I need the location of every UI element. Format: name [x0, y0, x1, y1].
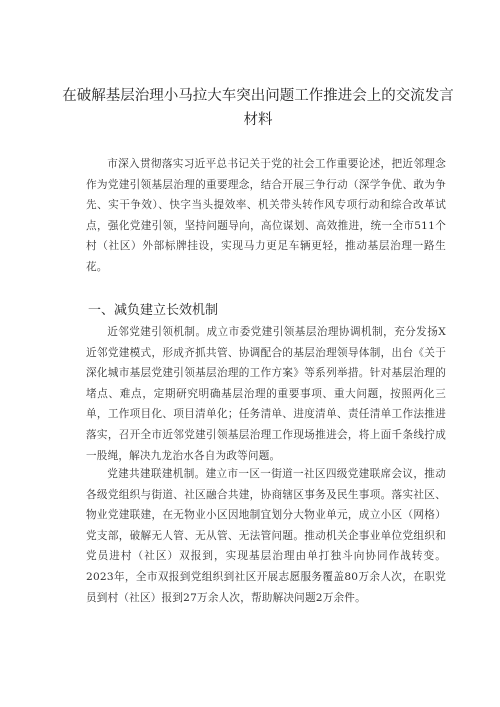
- section-paragraph-2: 党建共建联建机制。建立市一区一街道一社区四级党建联席会议，推动各级党组织与街道、社区融合共建，协商辖区事务及民生事项。落实社区、物业党建联建，在无物业小区因地制宜划分大物业单元，成立小区（网格）党支部，破解无人管、无从管、无法管问题。推动机关企事业单位党组织和党员进村（社区）双报到，实现基层治理由单打独斗向协同作战转变。2023年，全市双报到党组织到社区开展志愿服务覆盖80万余人次，在职党员到村（社区）报到27万余人次，帮助解决问题2万余件。: [86, 468, 446, 604]
- section-heading: 一、减负建立长效机制: [88, 303, 219, 318]
- intro-paragraph: 市深入贯彻落实习近平总书记关于党的社会工作重要论述，把近邻理念作为党建引领基层治理的重要理念，结合开展三争行动（深学争优、敢为争先、实干争效）、快字当头提效率、机关带头转作风专项行动和综合改革试点，强化党建引领，坚持问题导向，高位谋划、高效推进，统一全市511个村（社区）外部标牌挂设，实现马力更足车辆更轻，推动基层治理一路生花。: [86, 158, 446, 273]
- document-title: 在破解基层治理小马拉大车突出问题工作推进会上的交流发言材料: [62, 88, 454, 128]
- section-paragraph-1: 近邻党建引领机制。成立市委党建引领基层治理协调机制，充分发扬X近邻党建模式，形成齐抓共管、协调配合的基层治理领导体制，出台《关于深化城市基层党建引领基层治理的工作方案》等系列举措。针对基层治理的堵点、难点，定期研究明确基层治理的重要事项、重大问题，按照两化三单，工作项目化、项目清单化；任务清单、进度清单、责任清单工作法推进落实，召开全市近邻党建引领基层治理工作现场推进会，将上面千条线拧成一股绳，解决九龙治水各自为政等问题。: [86, 326, 446, 462]
